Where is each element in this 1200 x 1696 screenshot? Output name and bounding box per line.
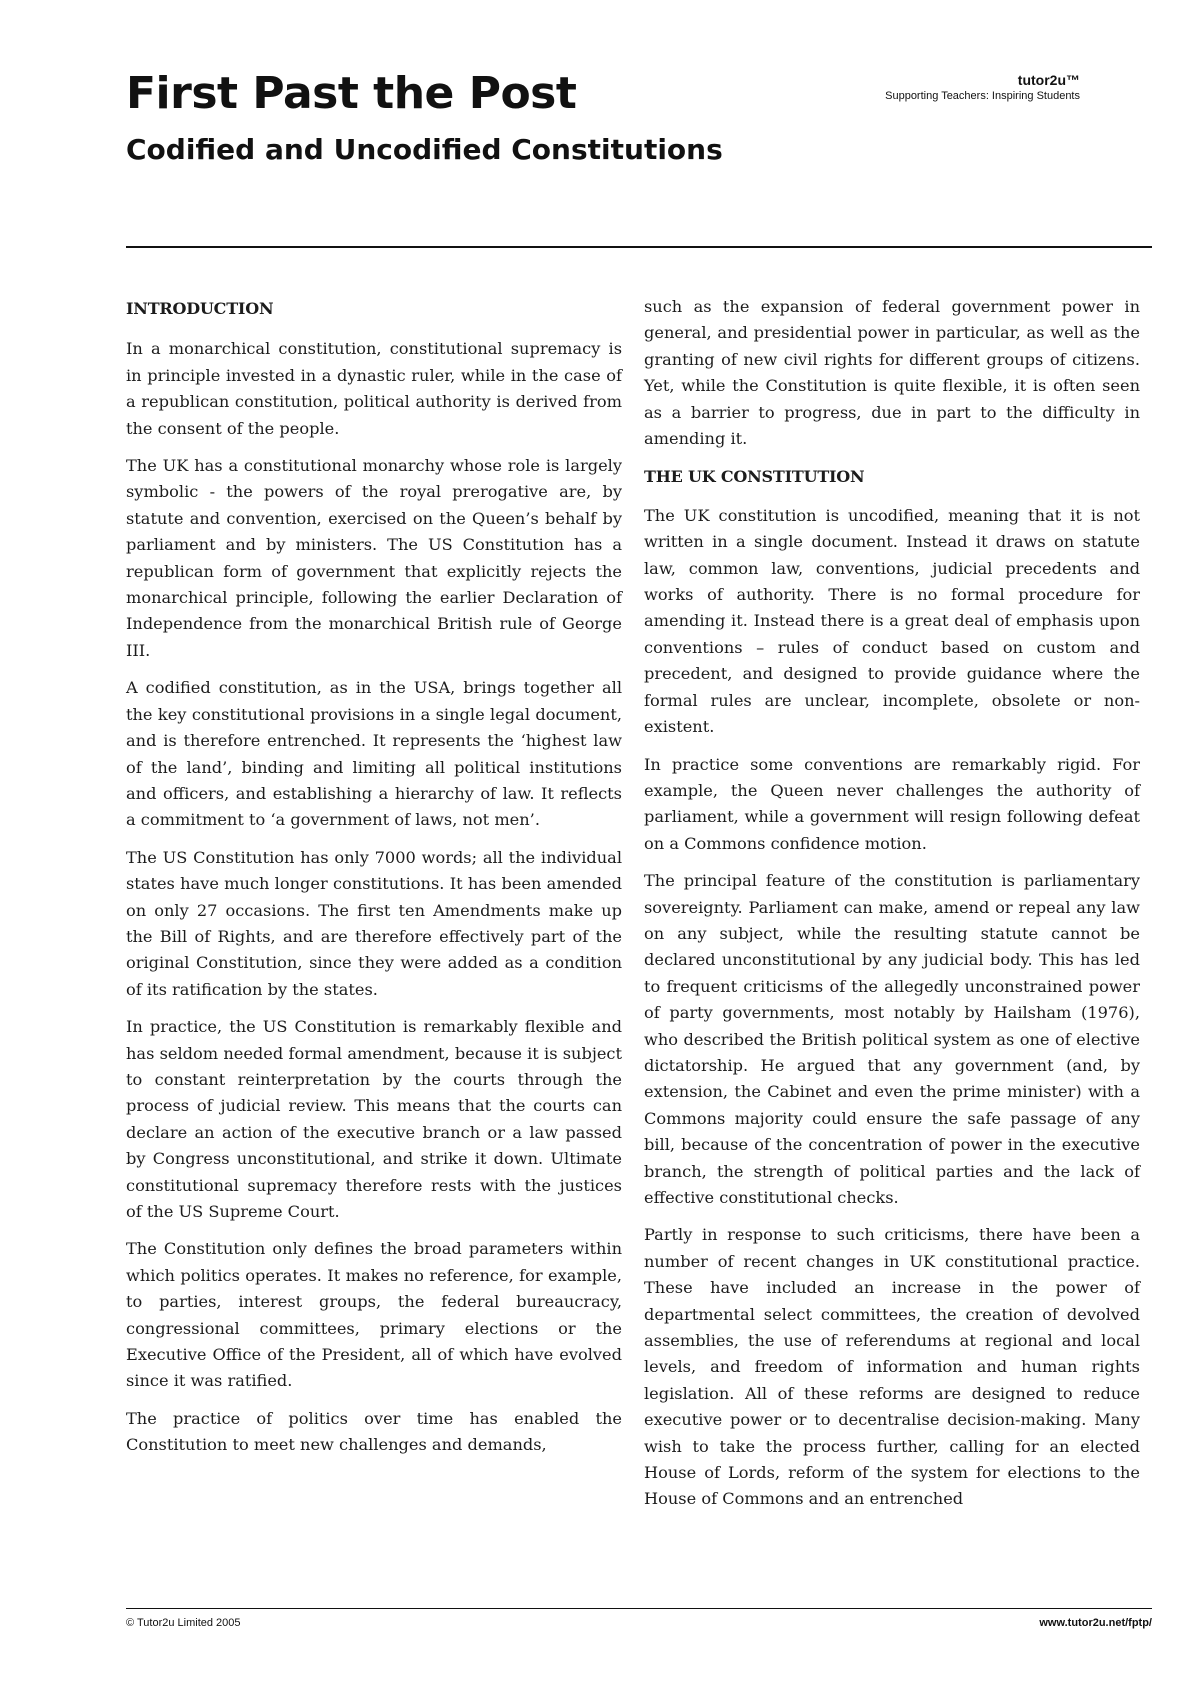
footer-divider [126, 1608, 1152, 1609]
header-divider [126, 246, 1152, 248]
paragraph: The UK constitution is uncodified, meaning that it is not written in a single document. Instead it draws on statute law, common law, conventions, judicial precedents and works of authority. There is no formal procedure for amending it. Instead there is a great deal of emphasis upon conventions – rules of conduct based on custom and precedent, and designed to provide guidance where the formal rules are unclear, incomplete, obsolete or non-existent. [644, 505, 1140, 737]
paragraph: The practice of politics over time has enabled the Constitution to meet new challenges and demands, [126, 1408, 622, 1455]
brand-block [885, 72, 1080, 102]
page-subtitle: Codified and Uncodified Constitutions [126, 133, 723, 166]
page-title: First Past the Post [126, 68, 577, 119]
section-heading-uk-constitution: THE UK CONSTITUTION [644, 467, 865, 487]
footer-copyright: © Tutor2u Limited 2005 [126, 1617, 241, 1629]
section-heading-introduction: INTRODUCTION [126, 299, 274, 318]
brand-tagline: Supporting Teachers: Inspiring Students [885, 90, 1080, 102]
left-column [126, 292, 622, 1470]
brand-name: tutor2u™ [1017, 72, 1080, 88]
paragraph: Partly in response to such criticisms, there have been a number of recent changes in UK constitutional practice. These have included an increase in the power of departmental select committees, the creation of devolved assemblies, the use of referendums at regional and local levels, and freedom of information and human rights legislation. All of these reforms are designed to reduce executive power or to decentralise decision-making. Many wish to take the process further, calling for an elected House of Lords, reform of the system for elections to the House of Commons and an entrenched [644, 1225, 1140, 1509]
paragraph: A codified constitution, as in the USA, brings together all the key constitutional provisions in a single legal document, and is therefore entrenched. It represents the ‘highest law of the land’, binding and limiting all political institutions and officers, and establishing a hierarchy of law. It reflects a commitment to ‘a government of laws, not men’. [126, 678, 622, 830]
footer-url-link[interactable]: www.tutor2u.net/fptp/ [1039, 1617, 1152, 1629]
right-column [644, 294, 1140, 1524]
paragraph: In practice, the US Constitution is remarkably flexible and has seldom needed formal amendment, because it is subject to constant reinterpretation by the courts through the process of judicial review. This means that the courts can declare an action of the executive branch or a law passed by Congress unconstitutional, and strike it down. Ultimate constitutional supremacy therefore rests with the justices of the US Supreme Court. [126, 1017, 622, 1221]
paragraph: The Constitution only defines the broad parameters within which politics operates. It makes no reference, for example, to parties, interest groups, the federal bureaucracy, congressional committees, primary elections or the Executive Office of the President, all of which have evolved since it was ratified. [126, 1239, 622, 1391]
paragraph: In practice some conventions are remarkably rigid. For example, the Queen never challenges the authority of parliament, while a government will resign following defeat on a Commons confidence motion. [644, 754, 1140, 853]
paragraph: In a monarchical constitution, constitutional supremacy is in principle invested in a dynastic ruler, while in the case of a republican constitution, political authority is derived from the consent of the people. [126, 339, 622, 438]
paragraph: The US Constitution has only 7000 words; all the individual states have much longer constitutions. It has been amended on only 27 occasions. The first ten Amendments make up the Bill of Rights, and are therefore effectively part of the original Constitution, since they were added as a condition of its ratification by the states. [126, 847, 622, 999]
paragraph: such as the expansion of federal government power in general, and presidential power in particular, as well as the granting of new civil rights for different groups of citizens. Yet, while the Constitution is quite flexible, it is often seen as a barrier to progress, due in part to the difficulty in amending it. [644, 297, 1140, 449]
paragraph: The UK has a constitutional monarchy whose role is largely symbolic - the powers of the royal prerogative are, by statute and convention, exercised on the Queen’s behalf by parliament and by ministers. The US Constitution has a republican form of government that explicitly rejects the monarchical principle, following the earlier Declaration of Independence from the monarchical British rule of George III. [126, 456, 622, 660]
paragraph: The principal feature of the constitution is parliamentary sovereignty. Parliament can make, amend or repeal any law on any subject, while the resulting statute cannot be declared unconstitutional by any judicial body. This has led to frequent criticisms of the allegedly unconstrained power of party governments, most notably by Hailsham (1976), who described the British political system as one of elective dictatorship. He argued that any government (and, by extension, the Cabinet and even the prime minister) with a Commons majority could ensure the safe passage of any bill, because of the concentration of power in the executive branch, the strength of political parties and the lack of effective constitutional checks. [644, 871, 1140, 1207]
